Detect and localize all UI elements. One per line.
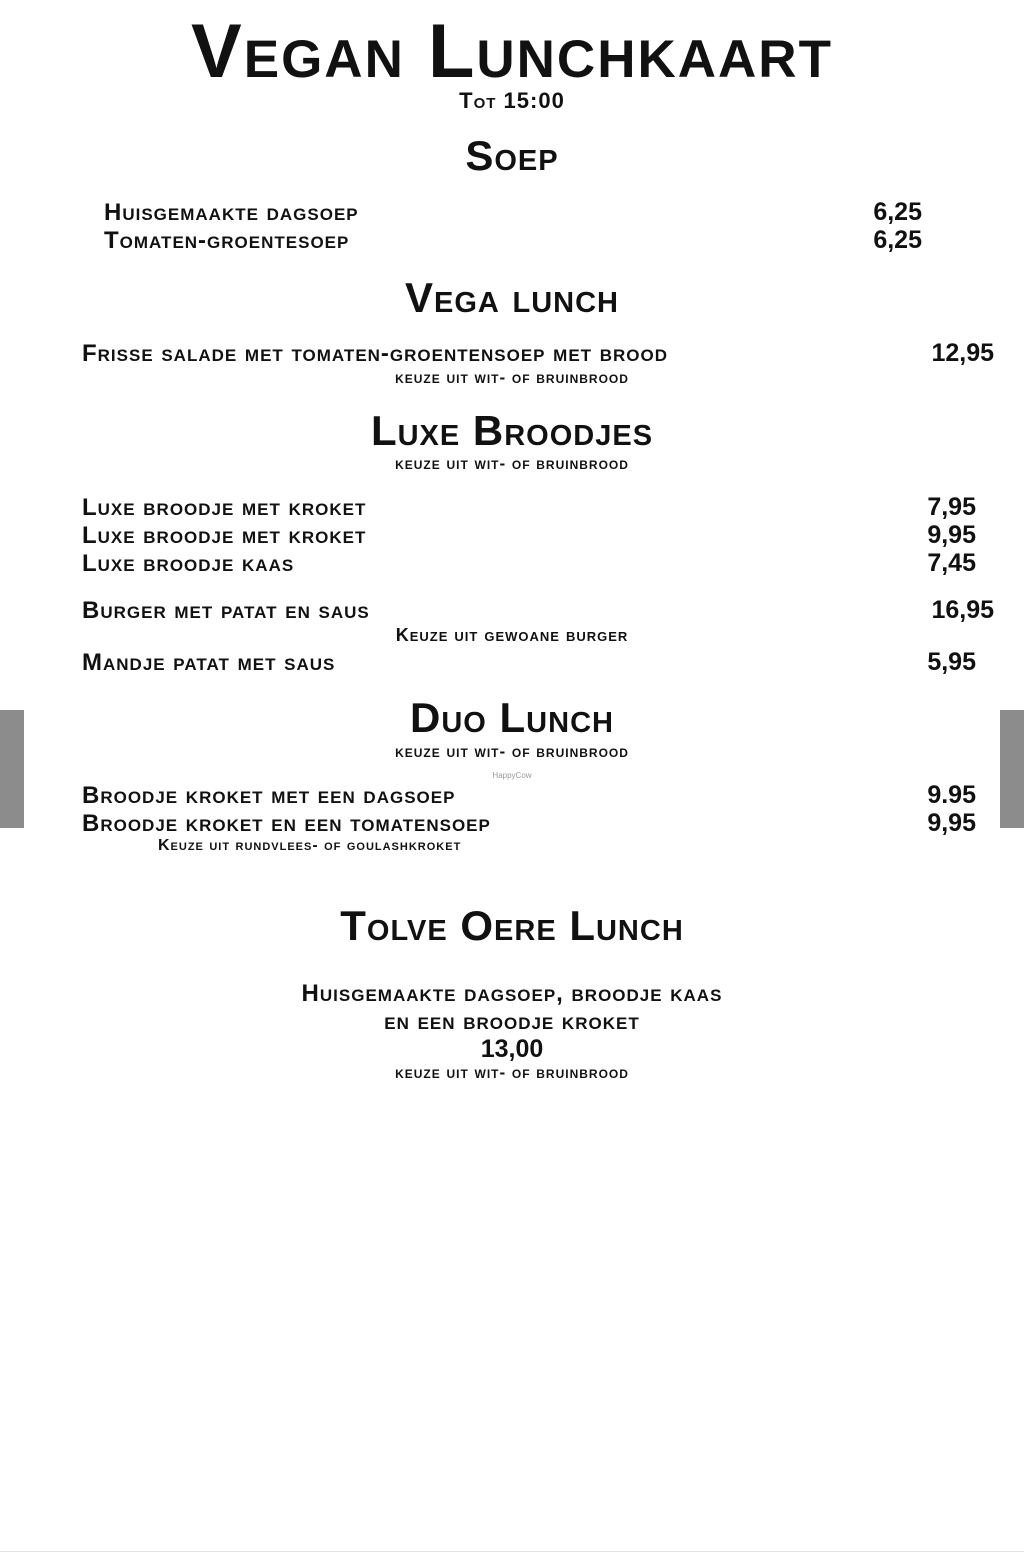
menu-item-price: 5,95 bbox=[927, 648, 976, 676]
menu-note: Keuze uit rundvlees- of goulashkroket bbox=[158, 837, 462, 854]
menu-item-price: 9,95 bbox=[927, 521, 976, 549]
section-heading-tolve-oere-lunch: Tolve Oere Lunch bbox=[340, 902, 684, 949]
menu-item-name: Burger met patat en saus bbox=[82, 597, 370, 624]
menu-title: Vegan Lunchkaart bbox=[191, 9, 833, 94]
menu-item-price: 12,95 bbox=[931, 339, 994, 367]
menu-item-name: Luxe broodje met kroket bbox=[82, 494, 367, 521]
menu-item-description: en een broodje kroket bbox=[384, 1008, 640, 1035]
menu-item-name: Luxe broodje kaas bbox=[82, 550, 295, 577]
menu-note: keuze uit wit- of bruinbrood bbox=[395, 368, 629, 387]
menu-item-name: Tomaten-groentesoep bbox=[104, 227, 350, 254]
menu-item-name: Broodje kroket met een dagsoep bbox=[82, 782, 456, 809]
menu-item-name: Mandje patat met saus bbox=[82, 649, 336, 676]
menu-item-name: Frisse salade met tomaten-groentensoep met brood bbox=[82, 340, 669, 367]
menu-item-name: Huisgemaakte dagsoep bbox=[104, 199, 359, 226]
menu-hours: Tot 15:00 bbox=[459, 88, 565, 113]
page-divider bbox=[0, 1551, 1024, 1552]
menu-note: keuze uit wit- of bruinbrood bbox=[395, 1063, 629, 1082]
menu-item-name: Luxe broodje met kroket bbox=[82, 522, 367, 549]
section-heading-luxe-broodjes: Luxe Broodjes bbox=[370, 407, 654, 454]
next-page-handle[interactable] bbox=[1000, 710, 1024, 828]
menu-item-name: Broodje kroket en een tomatensoep bbox=[82, 810, 491, 837]
section-heading-vega-lunch: Vega lunch bbox=[404, 274, 619, 321]
menu-item-price: 6,25 bbox=[873, 226, 922, 254]
previous-page-handle[interactable] bbox=[0, 710, 24, 828]
menu-item-price: 9,95 bbox=[927, 809, 976, 837]
watermark: HappyCow bbox=[492, 771, 532, 780]
menu-note: keuze uit wit- of bruinbrood bbox=[395, 454, 629, 473]
menu-item-price: 7,45 bbox=[927, 549, 976, 577]
menu-item-price: 9.95 bbox=[927, 781, 976, 809]
menu-item-price: 6,25 bbox=[873, 198, 922, 226]
menu-item-price: 7,95 bbox=[927, 493, 976, 521]
menu-item-description: Huisgemaakte dagsoep, broodje kaas bbox=[301, 980, 723, 1007]
section-heading-soep: Soep bbox=[465, 132, 559, 179]
menu-note: keuze uit wit- of bruinbrood bbox=[395, 742, 629, 761]
menu-note: Keuze uit gewoane burger bbox=[395, 625, 629, 645]
menu-item-price: 13,00 bbox=[480, 1035, 544, 1063]
section-heading-duo-lunch: Duo Lunch bbox=[410, 694, 614, 741]
menu-item-price: 16,95 bbox=[931, 596, 994, 624]
